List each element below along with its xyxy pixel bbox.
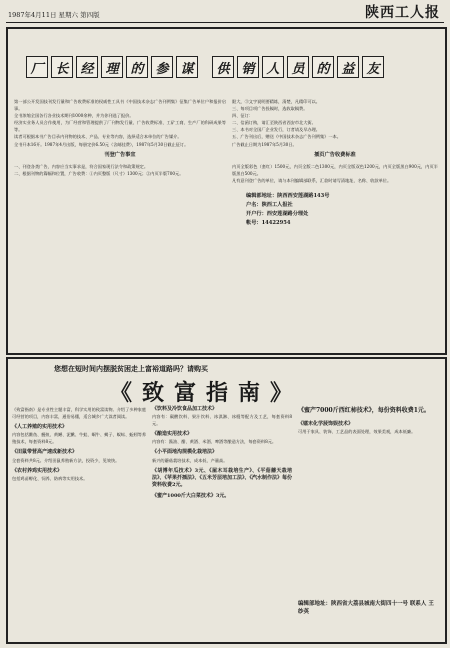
paragraph: 内容有：酱油、醋、黄酒、米酒、啤酒等酿造方法，每套资料8元。 <box>152 439 277 445</box>
section-title: 《镭末化学菠饰娱技术》 <box>298 421 354 427</box>
ad2-left-column <box>12 406 146 482</box>
ad2-right-column <box>298 406 438 435</box>
issue-date: 1987年4月11日 星期六 第四版 <box>8 11 100 19</box>
paragraph: 全书浓缩全国各行各业技术期刊1000余种，并为你刊选了报价。 <box>14 113 134 119</box>
title-char: 员 <box>287 56 309 78</box>
contact-bank: 开户行：西安莲湖路分理处 <box>246 211 309 218</box>
section-title: 《胡博年瓜技术》3元、《屋木耳栽培生产》、《平菇蘑天栽培法》、《苹果扦插法》、《五米芳层培加工法》、《汽水制作法》每份资料收费2元。 <box>152 467 293 488</box>
title-char: 友 <box>362 56 384 78</box>
section-title: 《农村养鸡实用技术》 <box>12 467 63 474</box>
ad1-right-column <box>232 98 438 228</box>
header-rule <box>6 22 444 23</box>
paragraph: 凡有意刊登广告的单位，请与本刊编辑部联系，汇款时请写清地址、名称、收款单位。 <box>232 177 392 183</box>
contact-address: 编辑部地址：陕西西安莲湖路143号 <box>246 193 330 200</box>
masthead: 陕西工人报 <box>365 5 440 21</box>
title-char: 谋 <box>176 56 198 78</box>
section-title: 《田鼠带营高产速成新技术》 <box>12 449 78 456</box>
title-char: 益 <box>337 56 359 78</box>
paragraph: 广告截止日期为1987年5月30日。 <box>232 141 297 147</box>
paragraph: 全书开本16开。1987年4月出版，每册定价6.50元（含邮挂费），1987年5月30日截止征订。 <box>14 141 189 147</box>
title-char: 供 <box>212 56 234 78</box>
ad2-middle-column <box>152 406 292 500</box>
section-title: 《蜜产1000斤大白菜技术》3元。 <box>152 492 230 499</box>
title-char: 厂 <box>26 56 48 78</box>
paragraph: 三、本书对全国厂企业发行，订者请及早办理。 <box>232 127 320 133</box>
title-char: 的 <box>312 56 334 78</box>
title-char: 人 <box>262 56 284 78</box>
contact-account-name: 户名：陕西工人报社 <box>246 202 293 209</box>
title-group-right <box>212 56 384 78</box>
paragraph: 读者可根据本书广告目录内刊物的技术、产品、专业等内容，选择适合本单位的广告媒介。 <box>14 134 182 140</box>
title-char: 长 <box>51 56 73 78</box>
newspaper-header <box>6 4 444 22</box>
paragraph: 四、征订： <box>232 113 253 119</box>
paragraph: 三、每项目项广告投稿时，选收取稿费。 <box>232 106 308 112</box>
ad2-question: 您想在短时间内摆脱贫困走上富裕道路吗？请购买 <box>54 364 208 373</box>
section-title: 《人工养殖的实用技术》 <box>12 424 68 431</box>
paragraph: 《致富指南》是专业性主题丰富，科学实用的致富读物。介绍了多种家庭可经营的项目，内容丰富，通俗易懂，适合城乡广大读者阅读。 <box>12 407 147 420</box>
paragraph: 二、信函订购，请汇至陕西省西安市北大街。 <box>232 120 316 126</box>
contact-block <box>232 192 438 228</box>
paragraph: 第一部公开发国技刊发行量和广告收费标准的权威性工具书《中国技术杂志广告刊例集》征集广告单位户和报价启事。 <box>14 99 226 112</box>
ad1-title <box>26 56 384 78</box>
section-title: 《饮料及冷饮食品加工技术》 <box>152 406 218 412</box>
section-title: 《小平面地沟规模化栽培法》 <box>152 449 218 456</box>
ad2-big-title: 《致富指南》 <box>110 380 303 406</box>
title-char: 的 <box>126 56 148 78</box>
paragraph: 新兴的蘑菇栽培技术，成本低、产量高。 <box>152 457 228 463</box>
section-title: 《蜜产7000斤西红柿技术》，每份资料收费1元。 <box>298 407 430 414</box>
title-char: 参 <box>151 56 173 78</box>
contact-account-number: 帐号：14422954 <box>246 220 291 227</box>
paragraph: 五、广告刊出后，赠送《中国技术杂志广告刊例集》一本。 <box>232 134 341 140</box>
paragraph: 限大，③文字说明要精练，清楚，凡精印可以。 <box>232 99 320 104</box>
paragraph: 内页全版彩色（套红）1500元，内页全版二色1300元，内页全版双色1200元，内页全版黑白900元，内页半版黑白500元。 <box>232 163 438 176</box>
subheading: 刊登广告事宜 <box>104 151 136 158</box>
section-title: 《酿造实用技术》 <box>152 431 193 438</box>
ad2-contact: 编辑部地址：陕西省大荔县城南大街四十一号 联系人 王纱英 <box>298 601 434 615</box>
paragraph: 经济实业务人员合作使用，为厂经营和管理提供了厂刊物发行量、广告收费标准、工矿工商、生产厂的科研成果等等。 <box>14 120 226 133</box>
paragraph: 一、刊登各类广告，内容应当实事求是，符合国家现行法令和政策规定。 <box>14 163 149 169</box>
paragraph: 可用于家具、装饰、工艺品的表面处理，效果美观，成本低廉。 <box>298 429 416 435</box>
paragraph: 包括鸡苗孵化、饲养、防病等实用技术。 <box>12 475 88 481</box>
paragraph: 内容包括鳖鱼、鳗鱼、黄鳝、泥鳅、牛蛙、蜗牛、蝎子、蜈蚣、蚯蚓等养殖技术，每套资料8元。 <box>12 432 147 445</box>
title-char: 理 <box>101 56 123 78</box>
title-char: 经 <box>76 56 98 78</box>
paragraph: 全套资料共8元。介绍田鼠养殖新方法，投资少，见效快。 <box>12 457 120 463</box>
ad1-left-column <box>14 98 226 177</box>
paragraph: 内容有：碳酸饮料、果汁饮料、冰淇淋、冰棍等配方及工艺，每套资料8元。 <box>152 414 292 427</box>
title-char: 销 <box>237 56 259 78</box>
title-group-left <box>26 56 198 78</box>
paragraph: 二、根据刊物的篇幅和位置，广告收费：①内页整版（尺寸）1300元；②内页半版700元。 <box>14 170 184 176</box>
subheading: 插页广告收费标准 <box>314 151 356 158</box>
